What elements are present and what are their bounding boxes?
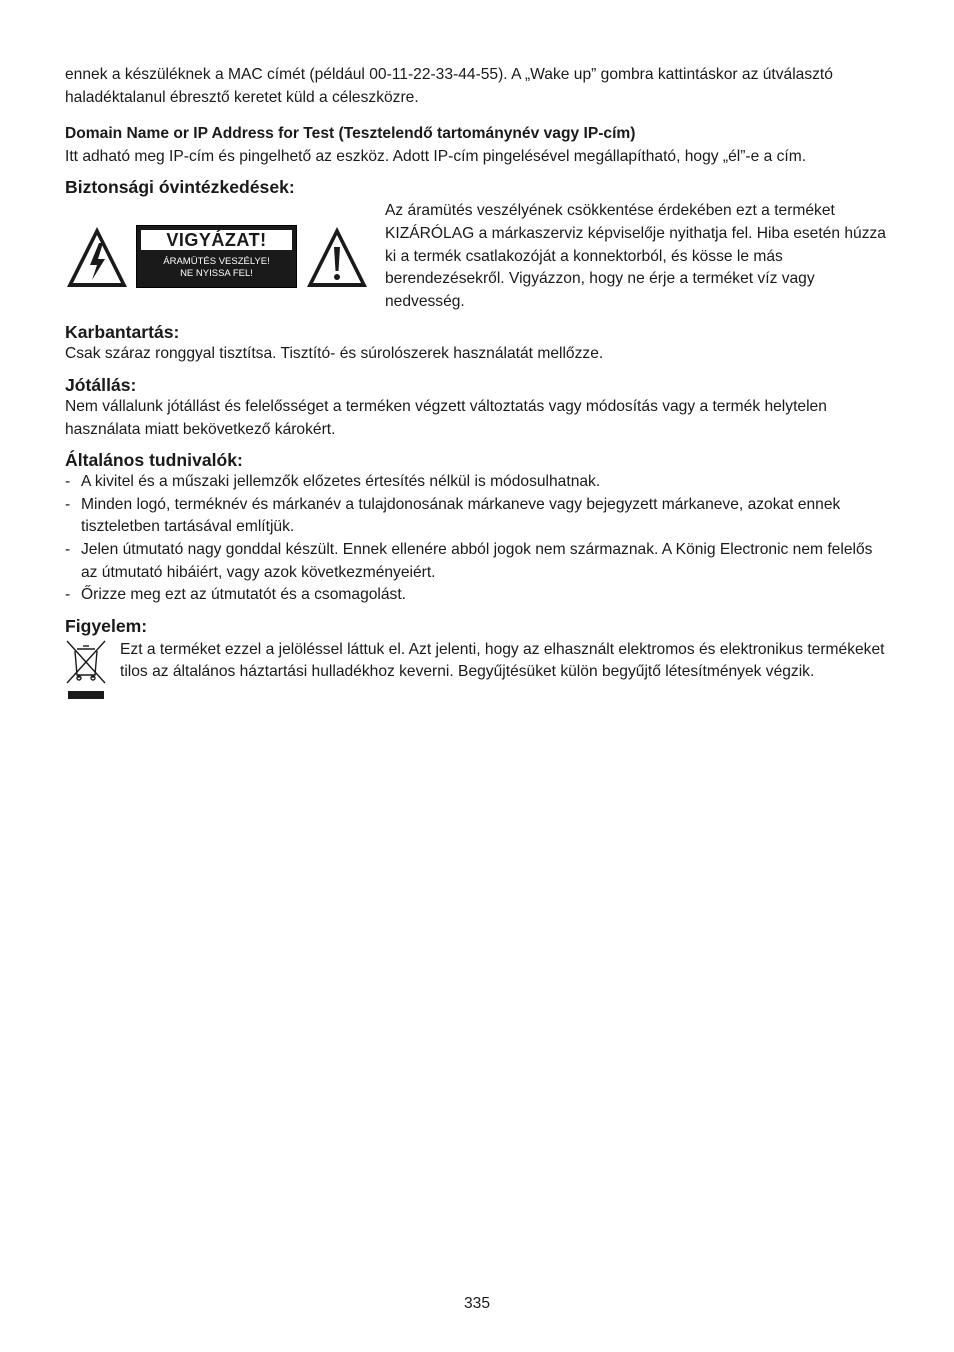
domain-test-paragraph: Itt adható meg IP-cím és pingelhető az eszköz. Adott IP-cím pingelésével megállapítható, hogy „él”-e a cím. <box>65 147 807 165</box>
warranty-section <box>65 374 891 441</box>
safety-text-block <box>385 200 891 313</box>
domain-test-heading: Domain Name or IP Address for Test (Tesztelendő tartománynév vagy IP-cím) <box>65 125 636 143</box>
page-number: 335 <box>463 1295 491 1312</box>
manual-page <box>65 64 891 708</box>
warning-subtitle <box>141 256 292 280</box>
warning-line-1: ÁRAMÜTÉS VESZÉLYE! <box>163 256 270 268</box>
intro-paragraph: ennek a készüléknek a MAC címét (például 00-11-22-33-44-55). A „Wake up” gombra kattintáskor az útválasztó haladéktalanul ébresztő keretet küld a céleszközre. <box>65 66 833 106</box>
safety-paragraph: Az áramütés veszélyének csökkentése érdekében ezt a terméket KIZÁRÓLAG a márkaszerviz képviselője nyithatja fel. Hiba esetén húzza ki a termék csatlakozóját a konnektorból, és kösse le más berendezésekről. Vigyázzon, hogy ne érje a terméket víz vagy nedvesség. <box>385 202 886 310</box>
warranty-paragraph: Nem vállalunk jótállást és felelősséget a terméken végzett változtatás vagy módosítás vagy a termék helytelen használata miatt bekövetkező károkért. <box>65 397 827 438</box>
list-item: - Őrizze meg ezt az útmutatót és a csomagolást. <box>65 584 891 607</box>
crossed-bin-icon <box>65 639 107 703</box>
list-item: - Jelen útmutató nagy gonddal készült. Ennek ellenére abból jogok nem származnak. A König Electronic nem felelős az útmutató hibáiért, vagy azok következményeiért. <box>65 539 891 584</box>
warning-label <box>136 225 297 288</box>
list-item: - A kivitel és a műszaki jellemzők előzetes értesítés nélkül is módosulhatnak. <box>65 471 891 494</box>
safety-heading: Biztonsági óvintézkedések: <box>65 177 295 198</box>
weee-icon-wrap <box>65 639 120 708</box>
safety-signs <box>65 200 385 313</box>
attention-section <box>65 615 891 708</box>
general-list <box>65 471 891 607</box>
safety-row <box>65 200 891 313</box>
exclamation-warning-icon <box>305 225 369 289</box>
general-heading: Általános tudnivalók: <box>65 450 243 471</box>
warranty-heading: Jótállás: <box>65 374 137 395</box>
attention-row <box>65 639 891 708</box>
list-item: - Minden logó, terméknév és márkanév a tulajdonosának márkaneve vagy bejegyzett márkaneve, azokat ennek tiszteletben tartásával említjük. <box>65 494 891 539</box>
attention-paragraph: Ezt a terméket ezzel a jelöléssel láttuk el. Azt jelenti, hogy az elhasznált elektromos és elektronikus termékeket tilos az általános háztartási hulladékhoz keverni. Begyűjtésüket külön begyűjtő létesítmények végzik. <box>120 640 885 681</box>
general-section <box>65 449 891 607</box>
lightning-warning-icon <box>65 225 129 289</box>
maintenance-paragraph: Csak száraz ronggyal tisztítsa. Tisztító- és súrolószerek használatát mellőzze. <box>65 345 604 363</box>
maintenance-section <box>65 321 891 366</box>
warning-title: VIGYÁZAT! <box>141 230 292 250</box>
safety-section <box>65 176 891 313</box>
warning-line-2: NE NYISSA FEL! <box>180 268 253 280</box>
maintenance-heading: Karbantartás: <box>65 322 180 343</box>
attention-text-block <box>120 639 891 708</box>
attention-heading: Figyelem: <box>65 615 148 636</box>
